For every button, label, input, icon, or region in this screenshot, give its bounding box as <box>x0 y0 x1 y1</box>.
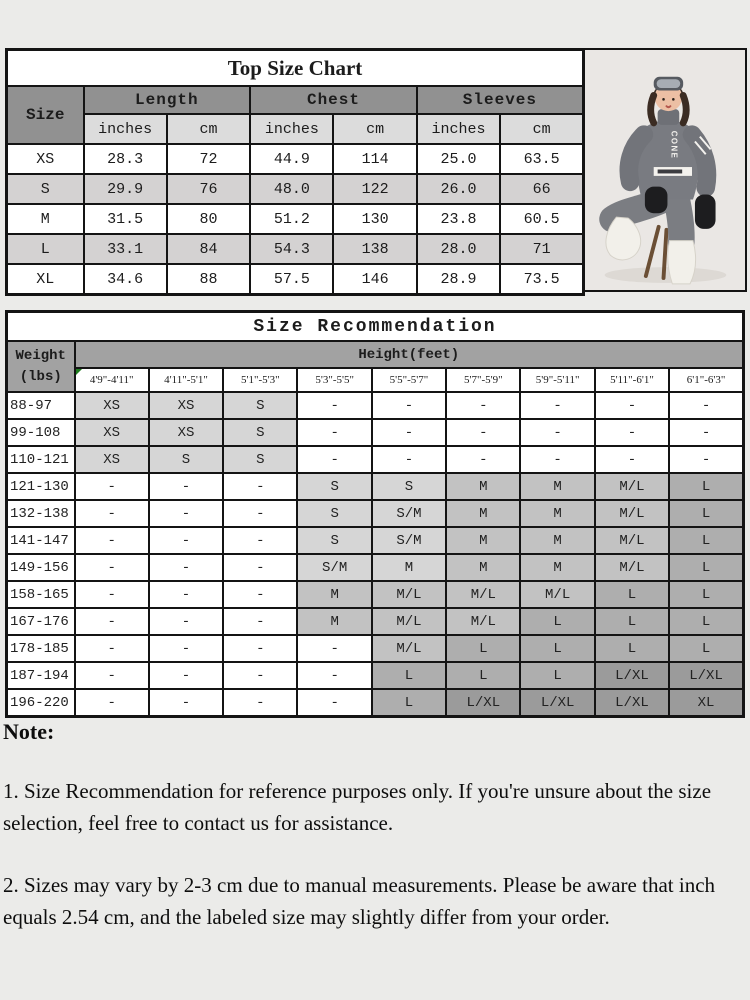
table-row <box>7 500 744 527</box>
recommendation-cell: - <box>297 419 371 446</box>
recommendation-cell: - <box>223 581 297 608</box>
recommendation-cell: L <box>669 581 743 608</box>
size-cell: S <box>7 174 84 204</box>
recommendation-cell: - <box>75 527 149 554</box>
top-size-chart-title: Top Size Chart <box>7 50 584 87</box>
recommendation-cell: - <box>520 446 594 473</box>
recommendation-cell: S/M <box>297 554 371 581</box>
recommendation-cell: L <box>669 635 743 662</box>
value-cell: 80 <box>167 204 250 234</box>
size-cell: M <box>7 204 84 234</box>
recommendation-cell: - <box>223 608 297 635</box>
recommendation-cell: - <box>75 473 149 500</box>
recommendation-cell: XS <box>149 392 223 419</box>
recommendation-cell: M <box>372 554 446 581</box>
recommendation-cell: - <box>297 662 371 689</box>
value-cell: 33.1 <box>84 234 167 264</box>
recommendation-cell: L/XL <box>446 689 520 717</box>
unit-header: cm <box>500 114 583 144</box>
height-range-cell: 4'11"-5'1" <box>149 368 223 392</box>
height-range-cell: 5'1"-5'3" <box>223 368 297 392</box>
recommendation-cell: - <box>297 635 371 662</box>
recommendation-cell: L <box>446 662 520 689</box>
recommendation-cell: - <box>446 419 520 446</box>
size-cell: XL <box>7 264 84 295</box>
weight-cell: 141-147 <box>7 527 75 554</box>
height-range-cell: 5'11"-6'1" <box>595 368 669 392</box>
green-corner-mark <box>76 369 82 375</box>
value-cell: 88 <box>167 264 250 295</box>
value-cell: 29.9 <box>84 174 167 204</box>
weight-cell: 178-185 <box>7 635 75 662</box>
recommendation-cell: L <box>372 662 446 689</box>
table-row <box>7 204 584 234</box>
weight-cell: 187-194 <box>7 662 75 689</box>
value-cell: 114 <box>333 144 416 174</box>
recommendation-cell: - <box>75 689 149 717</box>
recommendation-cell: S <box>149 446 223 473</box>
recommendation-cell: S <box>223 392 297 419</box>
recommendation-cell: M/L <box>520 581 594 608</box>
recommendation-cell: S/M <box>372 500 446 527</box>
value-cell: 57.5 <box>250 264 333 295</box>
recommendation-cell: L <box>595 635 669 662</box>
recommendation-cell: - <box>372 419 446 446</box>
recommendation-cell: - <box>223 635 297 662</box>
recommendation-cell: - <box>223 527 297 554</box>
value-cell: 60.5 <box>500 204 583 234</box>
unit-header: cm <box>333 114 416 144</box>
table-row <box>7 635 744 662</box>
table-row <box>7 662 744 689</box>
height-range-cell: 6'1"-6'3" <box>669 368 743 392</box>
recommendation-cell: L <box>595 608 669 635</box>
weight-cell: 121-130 <box>7 473 75 500</box>
note-paragraph-2: 2. Sizes may vary by 2-3 cm due to manual measurements. Please be aware that inch equals 2.54 cm, and the labeled size may slightly differ from your order. <box>3 873 716 929</box>
glove <box>695 195 716 229</box>
glove <box>645 187 668 214</box>
recommendation-cell: - <box>595 392 669 419</box>
recommendation-cell: S/M <box>372 527 446 554</box>
value-cell: 84 <box>167 234 250 264</box>
weight-cell: 167-176 <box>7 608 75 635</box>
unit-header-row <box>7 114 584 144</box>
height-range-row <box>7 368 744 392</box>
recommendation-cell: - <box>75 554 149 581</box>
weight-cell: 158-165 <box>7 581 75 608</box>
value-cell: 73.5 <box>500 264 583 295</box>
value-cell: 28.3 <box>84 144 167 174</box>
ski-goggles <box>654 77 683 91</box>
recommendation-cell: - <box>149 554 223 581</box>
recommendation-cell: L/XL <box>595 662 669 689</box>
value-cell: 31.5 <box>84 204 167 234</box>
recommendation-cell: - <box>149 608 223 635</box>
note-paragraph-1: 1. Size Recommendation for reference purposes only. If you're unsure about the size selection, feel free to contact us for assistance. <box>3 779 712 835</box>
height-range-cell: 5'3"-5'5" <box>297 368 371 392</box>
recommendation-cell: M <box>446 554 520 581</box>
recommendation-cell: L/XL <box>520 689 594 717</box>
recommendation-cell: - <box>595 446 669 473</box>
note-section <box>3 719 749 933</box>
recommendation-cell: - <box>669 446 743 473</box>
recommendation-cell: M/L <box>446 608 520 635</box>
recommendation-cell: S <box>297 500 371 527</box>
size-cell: L <box>7 234 84 264</box>
weight-header-line2: (lbs) <box>19 368 62 385</box>
recommendation-cell: L <box>669 473 743 500</box>
table-row <box>7 234 584 264</box>
height-range-cell: 5'7"-5'9" <box>446 368 520 392</box>
recommendation-cell: M/L <box>372 635 446 662</box>
recommendation-cell: S <box>223 419 297 446</box>
recommendation-cell: XS <box>75 446 149 473</box>
value-cell: 25.0 <box>417 144 500 174</box>
weight-column-header <box>7 341 75 392</box>
value-cell: 71 <box>500 234 583 264</box>
table-row <box>7 392 744 419</box>
recommendation-cell: - <box>149 500 223 527</box>
recommendation-cell: - <box>520 419 594 446</box>
recommendation-cell: - <box>223 662 297 689</box>
recommendation-cell: M/L <box>372 581 446 608</box>
size-recommendation-title: Size Recommendation <box>7 312 744 342</box>
note-heading: Note: <box>3 719 55 744</box>
value-cell: 146 <box>333 264 416 295</box>
recommendation-cell: S <box>223 446 297 473</box>
recommendation-cell: L <box>595 581 669 608</box>
weight-cell: 99-108 <box>7 419 75 446</box>
unit-header: inches <box>250 114 333 144</box>
recommendation-cell: L <box>520 662 594 689</box>
value-cell: 66 <box>500 174 583 204</box>
recommendation-cell: - <box>372 446 446 473</box>
recommendation-cell: - <box>75 581 149 608</box>
recommendation-cell: - <box>223 689 297 717</box>
recommendation-cell: L <box>669 527 743 554</box>
recommendation-cell: M/L <box>372 608 446 635</box>
recommendation-cell: M/L <box>595 554 669 581</box>
value-cell: 26.0 <box>417 174 500 204</box>
table-row <box>7 446 744 473</box>
size-recommendation-body <box>7 392 744 717</box>
unit-header: inches <box>417 114 500 144</box>
height-range-cell: 5'5"-5'7" <box>372 368 446 392</box>
value-cell: 76 <box>167 174 250 204</box>
recommendation-cell: - <box>669 419 743 446</box>
recommendation-cell: - <box>75 662 149 689</box>
recommendation-cell: - <box>149 662 223 689</box>
chest-group-header: Chest <box>250 86 417 114</box>
recommendation-cell: - <box>669 392 743 419</box>
weight-cell: 132-138 <box>7 500 75 527</box>
height-range-cell: 5'9"-5'11" <box>520 368 594 392</box>
table-row <box>7 581 744 608</box>
recommendation-cell: L <box>669 608 743 635</box>
recommendation-cell: - <box>297 446 371 473</box>
recommendation-cell: M/L <box>595 500 669 527</box>
recommendation-cell: - <box>297 392 371 419</box>
recommendation-cell: XS <box>149 419 223 446</box>
recommendation-cell: - <box>75 608 149 635</box>
product-photo <box>585 48 747 292</box>
value-cell: 63.5 <box>500 144 583 174</box>
recommendation-cell: L <box>669 500 743 527</box>
table-row <box>7 689 744 717</box>
weight-header-line1: Weight <box>15 348 66 365</box>
weight-cell: 149-156 <box>7 554 75 581</box>
table-row <box>7 473 744 500</box>
value-cell: 122 <box>333 174 416 204</box>
table-row <box>7 264 584 295</box>
recommendation-cell: - <box>149 473 223 500</box>
recommendation-cell: S <box>297 473 371 500</box>
recommendation-cell: M <box>520 500 594 527</box>
right-boot <box>668 241 696 284</box>
top-section <box>5 48 747 296</box>
recommendation-cell: M <box>520 554 594 581</box>
table-title-row <box>7 312 744 342</box>
recommendation-cell: XL <box>669 689 743 717</box>
size-recommendation-table <box>5 310 745 718</box>
recommendation-cell: - <box>446 446 520 473</box>
recommendation-cell: - <box>149 689 223 717</box>
recommendation-cell: - <box>223 554 297 581</box>
table-title-row <box>7 50 584 87</box>
weight-cell: 110-121 <box>7 446 75 473</box>
value-cell: 23.8 <box>417 204 500 234</box>
recommendation-cell: - <box>520 392 594 419</box>
recommendation-cell: M/L <box>595 527 669 554</box>
recommendation-cell: - <box>149 635 223 662</box>
recommendation-cell: L <box>520 635 594 662</box>
recommendation-header-row <box>7 341 744 368</box>
unit-header: cm <box>167 114 250 144</box>
length-group-header: Length <box>84 86 251 114</box>
recommendation-cell: S <box>372 473 446 500</box>
recommendation-cell: - <box>75 635 149 662</box>
value-cell: 54.3 <box>250 234 333 264</box>
recommendation-cell: - <box>446 392 520 419</box>
weight-cell: 196-220 <box>7 689 75 717</box>
value-cell: 44.9 <box>250 144 333 174</box>
value-cell: 51.2 <box>250 204 333 234</box>
recommendation-cell: M <box>297 581 371 608</box>
height-header: Height(feet) <box>75 341 744 368</box>
top-size-chart-body <box>7 144 584 295</box>
table-row <box>7 527 744 554</box>
value-cell: 28.0 <box>417 234 500 264</box>
table-row <box>7 554 744 581</box>
table-row <box>7 419 744 446</box>
recommendation-cell: M <box>446 473 520 500</box>
recommendation-cell: L <box>446 635 520 662</box>
recommendation-cell: XS <box>75 392 149 419</box>
recommendation-cell: - <box>149 581 223 608</box>
value-cell: 72 <box>167 144 250 174</box>
recommendation-cell: L/XL <box>669 662 743 689</box>
size-column-header: Size <box>7 86 84 144</box>
table-row <box>7 144 584 174</box>
unit-header: inches <box>84 114 167 144</box>
recommendation-cell: - <box>372 392 446 419</box>
recommendation-cell: M <box>446 527 520 554</box>
suit-logo-text: CONE <box>669 130 679 160</box>
group-header-row <box>7 86 584 114</box>
weight-cell: 88-97 <box>7 392 75 419</box>
model-photo-illustration <box>585 50 745 290</box>
recommendation-cell: - <box>149 527 223 554</box>
recommendation-cell: S <box>297 527 371 554</box>
recommendation-cell: - <box>297 689 371 717</box>
recommendation-cell: L <box>372 689 446 717</box>
recommendation-cell: L <box>520 608 594 635</box>
top-size-chart-table <box>5 48 585 296</box>
recommendation-cell: L <box>669 554 743 581</box>
recommendation-cell: L/XL <box>595 689 669 717</box>
sleeves-group-header: Sleeves <box>417 86 584 114</box>
value-cell: 138 <box>333 234 416 264</box>
recommendation-cell: - <box>223 473 297 500</box>
height-range-cell: 4'9"-4'11" <box>75 368 149 392</box>
recommendation-cell: XS <box>75 419 149 446</box>
recommendation-cell: M <box>446 500 520 527</box>
recommendation-cell: - <box>223 500 297 527</box>
recommendation-cell: M/L <box>446 581 520 608</box>
recommendation-cell: - <box>595 419 669 446</box>
recommendation-cell: - <box>75 500 149 527</box>
table-row <box>7 608 744 635</box>
value-cell: 28.9 <box>417 264 500 295</box>
recommendation-cell: M/L <box>595 473 669 500</box>
table-row <box>7 174 584 204</box>
value-cell: 34.6 <box>84 264 167 295</box>
value-cell: 130 <box>333 204 416 234</box>
recommendation-cell: M <box>297 608 371 635</box>
value-cell: 48.0 <box>250 174 333 204</box>
size-cell: XS <box>7 144 84 174</box>
recommendation-cell: M <box>520 473 594 500</box>
recommendation-cell: M <box>520 527 594 554</box>
